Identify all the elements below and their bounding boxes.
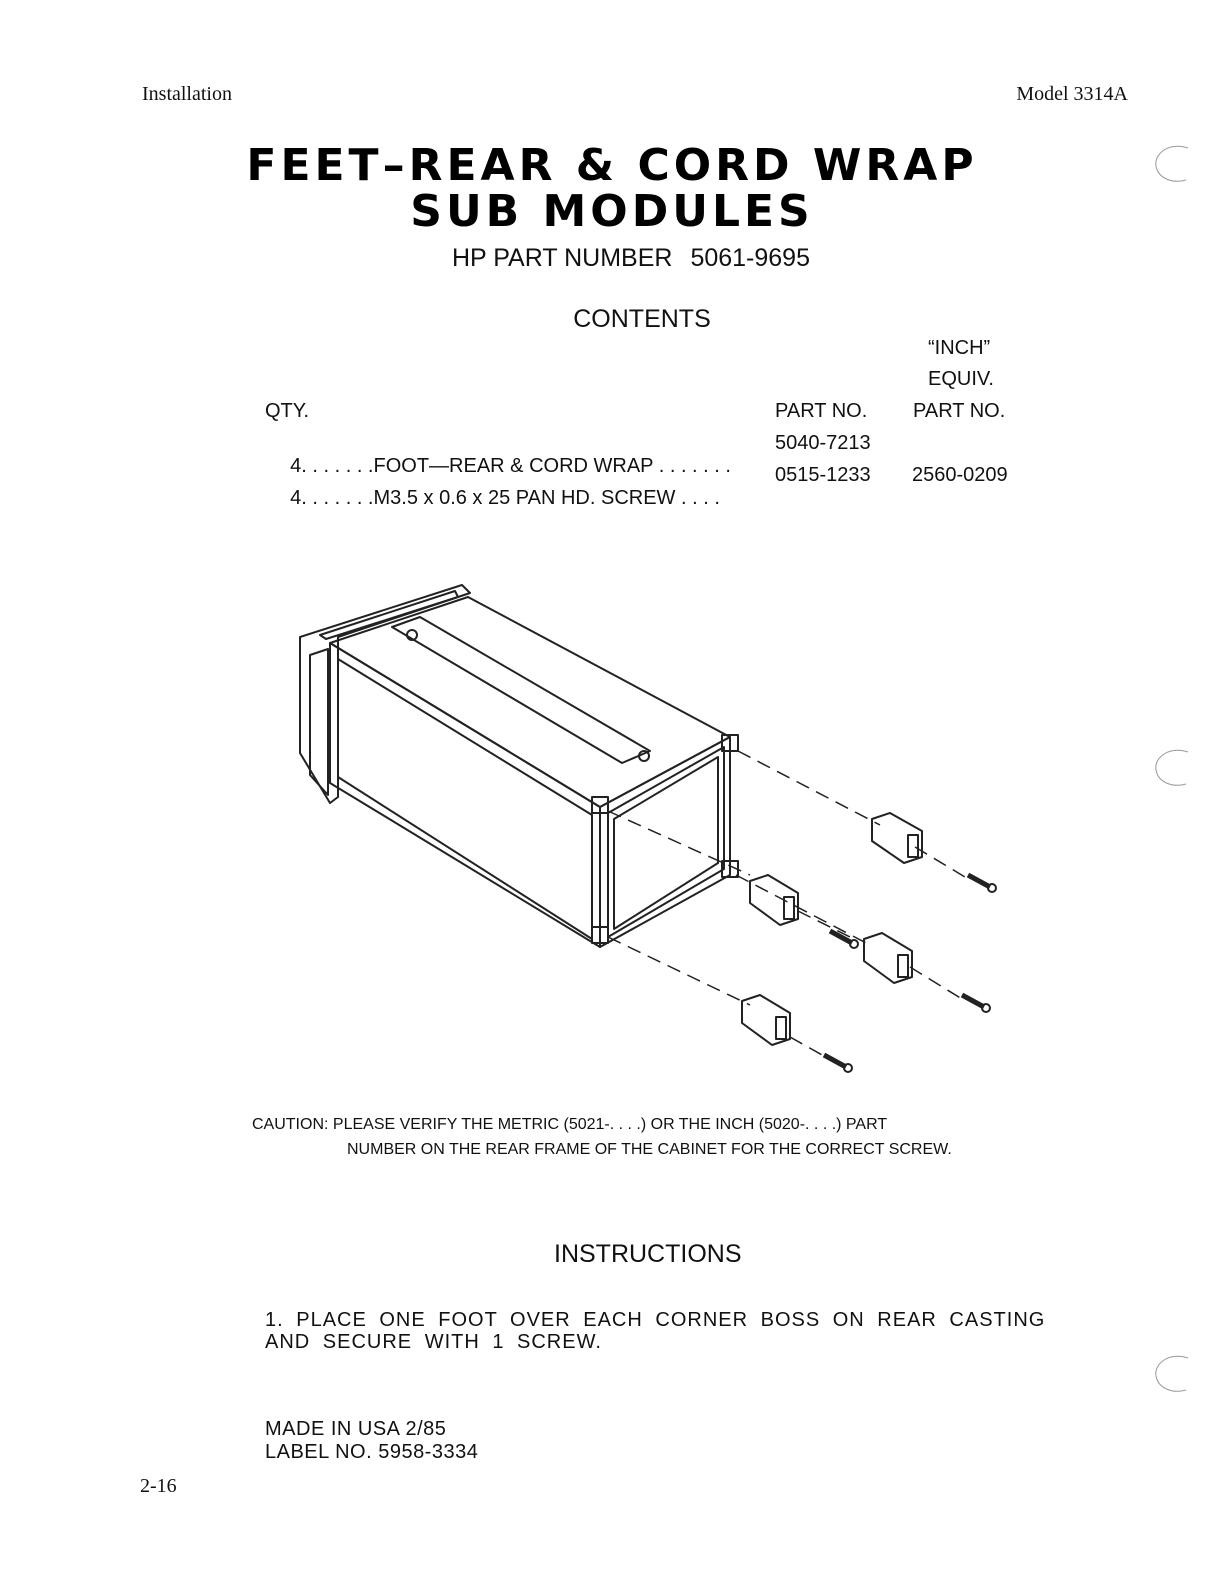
rear-foot	[872, 813, 922, 863]
row-qty: 4	[290, 455, 302, 477]
row-inch-part: 2560-0209	[912, 464, 1008, 486]
row-dots: . . . .	[681, 487, 720, 509]
inch-header-1: “INCH”	[928, 337, 991, 359]
binder-hole-mark	[1148, 744, 1198, 794]
page-number: 2-16	[140, 1475, 177, 1497]
rear-foot	[864, 933, 912, 983]
caution-label: CAUTION:	[252, 1116, 329, 1133]
footer-block	[265, 1418, 478, 1464]
part-number-label: HP PART NUMBER	[452, 244, 673, 272]
binder-hole-mark	[1148, 1350, 1198, 1400]
row-part: 5040-7213	[775, 432, 871, 454]
screw	[962, 995, 990, 1012]
top-strip	[392, 617, 650, 763]
row-desc: M3.5 x 0.6 x 25 PAN HD. SCREW	[373, 487, 676, 509]
screw	[824, 1055, 852, 1072]
row-qty: 4	[290, 487, 302, 509]
screw	[968, 875, 996, 892]
rear-foot	[742, 995, 790, 1045]
made-in-usa: MADE IN USA 2/85	[265, 1418, 447, 1440]
qty-header: QTY.	[265, 400, 310, 422]
contents-heading: CONTENTS	[573, 305, 711, 333]
cabinet-top	[330, 597, 730, 807]
part-number-value: 5061-9695	[690, 244, 810, 272]
instructions-heading: INSTRUCTIONS	[554, 1240, 742, 1268]
cabinet-exploded-diagram	[290, 575, 1010, 1095]
inch-header-2: EQUIV.	[928, 368, 994, 390]
caution-note	[252, 1112, 952, 1162]
page-title-line2: SUB MODULES	[410, 186, 814, 237]
header-model-label: Model 3314A	[1016, 83, 1128, 105]
label-number: LABEL NO. 5958-3334	[265, 1441, 479, 1463]
front-frame	[300, 585, 470, 803]
row-dots: . . . . . . .	[301, 487, 374, 509]
header-section-label: Installation	[142, 83, 232, 105]
table-row	[279, 464, 720, 510]
page-title-line1: FEET–REAR & CORD WRAP	[246, 140, 978, 191]
step1-line1: 1. PLACE ONE FOOT OVER EACH CORNER BOSS ON REAR CASTING	[265, 1309, 1046, 1331]
rear-frame	[600, 737, 730, 947]
caution-line1: PLEASE VERIFY THE METRIC (5021-. . . .) OR THE INCH (5020-. . . .) PART	[332, 1116, 888, 1133]
row-dots: . . . . . . .	[301, 455, 374, 477]
instruction-step-1	[265, 1309, 1045, 1353]
caution-line2: NUMBER ON THE REAR FRAME OF THE CABINET FOR THE CORRECT SCREW.	[347, 1141, 952, 1158]
partno-header: PART NO.	[775, 400, 868, 422]
row-dots: . . . . . . .	[658, 455, 731, 477]
inch-partno-header: PART NO.	[913, 400, 1006, 422]
hp-part-number	[452, 244, 810, 273]
row-desc: FOOT—REAR & CORD WRAP	[373, 455, 654, 477]
step1-line2: AND SECURE WITH 1 SCREW.	[265, 1331, 602, 1353]
binder-hole-mark	[1148, 140, 1198, 190]
row-part: 0515-1233	[775, 464, 871, 486]
rear-foot	[750, 875, 798, 925]
